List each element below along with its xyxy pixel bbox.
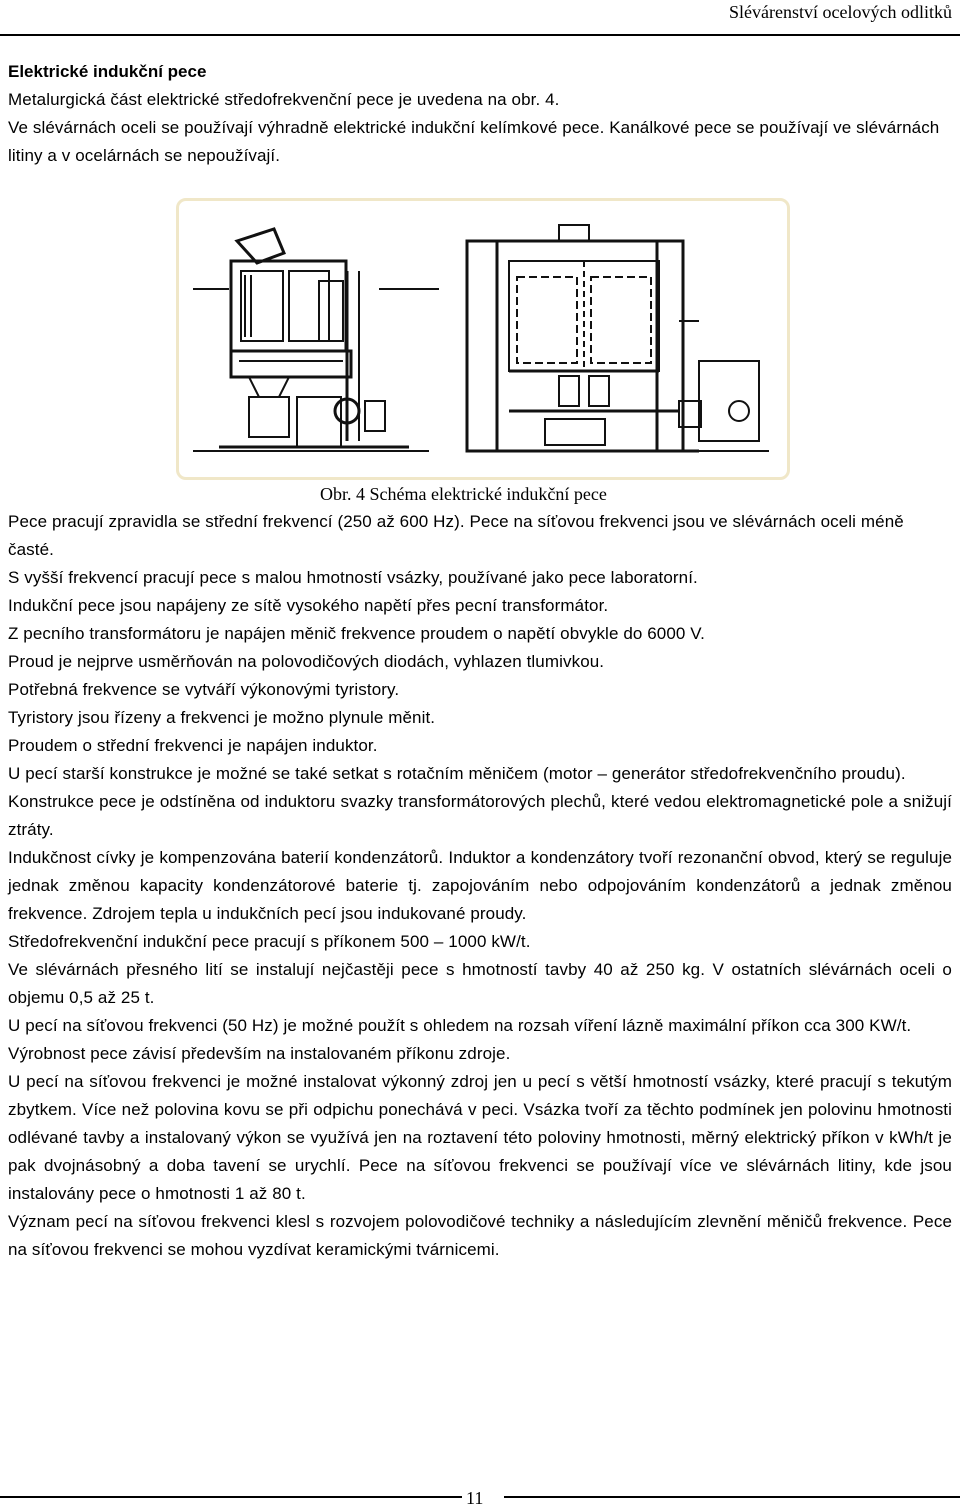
body-paragraph-8: Proudem o střední frekvenci je napájen induktor.: [8, 736, 378, 755]
body-paragraph-7: Tyristory jsou řízeny a frekvenci je možno plynule měnit.: [8, 708, 436, 727]
section-heading: Elektrické indukční pece: [8, 62, 207, 81]
footer-rule-right: [504, 1496, 960, 1498]
body-paragraph-5: Proud je nejprve usměrňován na polovodičových diodách, vyhlazen tlumivkou.: [8, 652, 605, 671]
furnace-schematic-figure: [176, 198, 790, 480]
figure-caption: Obr. 4 Schéma elektrické indukční pece: [320, 484, 607, 504]
body-paragraph-4: Z pecního transformátoru je napájen měnič frekvence proudem o napětí obvykle do 6000 V.: [8, 624, 705, 643]
furnace-schematic-drawing: [179, 201, 781, 471]
page-content: [8, 58, 952, 1264]
body-paragraph-13: Ve slévárnách přesného lití se instalují nejčastěji pece s hmotností tavby 40 až 250 kg. V ostatních slévárnách oceli o objemu 0,5 až 25 t.: [8, 960, 952, 1007]
body-paragraph-15: Výrobnost pece závisí především na instalovaném příkonu zdroje.: [8, 1044, 511, 1063]
body-paragraph-17: Význam pecí na síťovou frekvenci klesl s rozvojem polovodičové techniky a následujícím zlevnění měničů frekvence. Pece na síťovou frekvenci se mohou vyzdívat keramickými tvárnicemi.: [8, 1212, 952, 1259]
body-paragraph-10: Konstrukce pece je odstíněna od induktoru svazky transformátorových plechů, které vedou elektromagnetické pole a snižují ztráty.: [8, 792, 952, 839]
body-paragraph-14: U pecí na síťovou frekvenci (50 Hz) je možné použít s ohledem na rozsah víření lázně maximální příkon cca 300 KW/t.: [8, 1016, 912, 1035]
intro-paragraph-2: Ve slévárnách oceli se používají výhradně elektrické indukční kelímkové pece. Kanálkové pece se používají ve slévárnách litiny a v ocelárnách se nepoužívají.: [8, 118, 940, 165]
body-paragraph-11: Indukčnost cívky je kompenzována baterií kondenzátorů. Induktor a kondenzátory tvoří rezonanční obvod, který se reguluje jednak změnou kapacity kondenzátorové baterie tj. zapojováním nebo odpojováním kondenzátorů a jednak změnou frekvence. Zdrojem tepla u indukčních pecí jsou indukované proudy.: [8, 848, 952, 923]
body-paragraph-12: Středofrekvenční indukční pece pracují s příkonem 500 – 1000 kW/t.: [8, 932, 531, 951]
body-paragraph-3: Indukční pece jsou napájeny ze sítě vysokého napětí přes pecní transformátor.: [8, 596, 609, 615]
body-paragraph-1: Pece pracují zpravidla se střední frekvencí (250 až 600 Hz). Pece na síťovou frekvenci jsou ve slévárnách oceli méně časté.: [8, 512, 904, 559]
body-paragraph-16: U pecí na síťovou frekvenci je možné instalovat výkonný zdroj jen u pecí s větší hmotností vsázky, které pracují s tekutým zbytkem. Více než polovina kovu se při odpichu ponechává v peci. Vsázka tvoří za těchto podmínek jen polovinu hmotnosti odlévané tavby a instalovaný výkon se využívá jen na roztavení této poloviny hmotnosti, měrný elektrický příkon v kWh/t je pak dvojnásobný a doba tavení se urychlí. Pece na síťovou frekvenci se používají více ve slévárnách litiny, kde jsou instalovány pece o hmotnosti 1 až 80 t.: [8, 1072, 952, 1203]
body-paragraph-6: Potřebná frekvence se vytváří výkonovými tyristory.: [8, 680, 400, 699]
header-rule: [0, 34, 960, 36]
intro-paragraph-1: Metalurgická část elektrické středofrekvenční pece je uvedena na obr. 4.: [8, 90, 560, 109]
body-paragraph-9: U pecí starší konstrukce je možné se také setkat s rotačním měničem (motor – generátor středofrekvenčního proudu).: [8, 764, 906, 783]
footer-rule-left: [0, 1496, 462, 1498]
running-header: Slévárenství ocelových odlitků: [729, 2, 952, 22]
body-paragraph-2: S vyšší frekvencí pracují pece s malou hmotností vsázky, používané jako pece laboratorní.: [8, 568, 698, 587]
page-number: 11: [466, 1488, 484, 1508]
